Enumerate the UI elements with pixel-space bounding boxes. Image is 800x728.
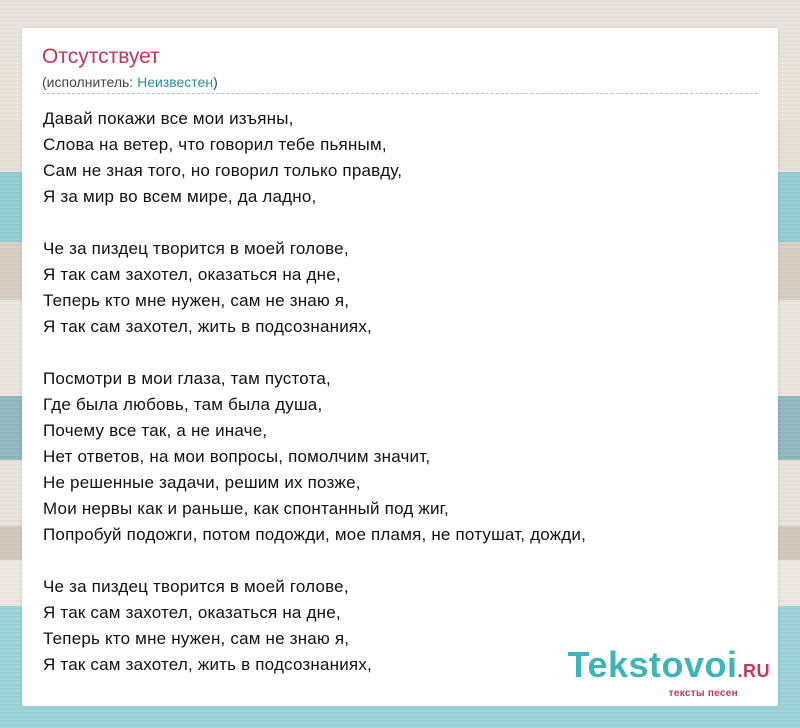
lyric-line: Посмотри в мои глаза, там пустота,: [43, 369, 331, 388]
lyric-line: Че за пиздец творится в моей голове,: [43, 239, 349, 258]
stanza-2: [43, 236, 763, 340]
lyric-line: Попробуй подожги, потом подожди, мое пламя, не потушат, дожди,: [43, 525, 587, 544]
lyric-line: Я так сам захотел, оказаться на дне,: [43, 265, 341, 284]
logo-name: Tekstovoi: [567, 644, 738, 685]
logo-domain: .RU: [737, 661, 770, 681]
artist-line: [42, 73, 218, 91]
lyric-line: Нет ответов, на мои вопросы, помолчим значит,: [43, 447, 431, 466]
lyrics-card: [22, 28, 778, 706]
lyric-line: Я так сам захотел, оказаться на дне,: [43, 603, 341, 622]
lyric-line: Теперь кто мне нужен, сам не знаю я,: [43, 291, 350, 310]
lyric-line: Сам не зная того, но говорил только правду,: [43, 161, 403, 180]
logo-wordmark: [567, 644, 770, 688]
lyric-line: Че за пиздец творится в моей голове,: [43, 577, 349, 596]
lyric-line: Слова на ветер, что говорил тебе пьяным,: [43, 135, 387, 154]
song-title: Отсутствует: [42, 45, 160, 68]
lyric-line: Где была любовь, там была душа,: [43, 395, 323, 414]
artist-prefix: (исполнитель:: [42, 74, 138, 90]
lyric-line: Почему все так, а не иначе,: [43, 421, 268, 440]
lyric-line: Теперь кто мне нужен, сам не знаю я,: [43, 629, 350, 648]
stanza-1: [43, 106, 763, 210]
lyric-line: Давай покажи все мои изъяны,: [43, 109, 294, 128]
stanza-3: [43, 366, 763, 548]
lyric-line: Я так сам захотел, жить в подсознаниях,: [43, 655, 372, 674]
lyrics-text: [43, 106, 763, 704]
logo-tagline: тексты песен: [668, 688, 738, 699]
lyric-line: Мои нервы как и раньше, как спонтанный под жиг,: [43, 499, 449, 518]
lyric-line: Я так сам захотел, жить в подсознаниях,: [43, 317, 372, 336]
artist-link[interactable]: Неизвестен: [137, 74, 214, 90]
divider: [42, 93, 758, 94]
lyric-line: Я за мир во всем мире, да ладно,: [43, 187, 317, 206]
artist-suffix: ): [213, 74, 218, 90]
lyric-line: Не решенные задачи, решим их позже,: [43, 473, 361, 492]
site-logo[interactable]: [567, 644, 770, 700]
